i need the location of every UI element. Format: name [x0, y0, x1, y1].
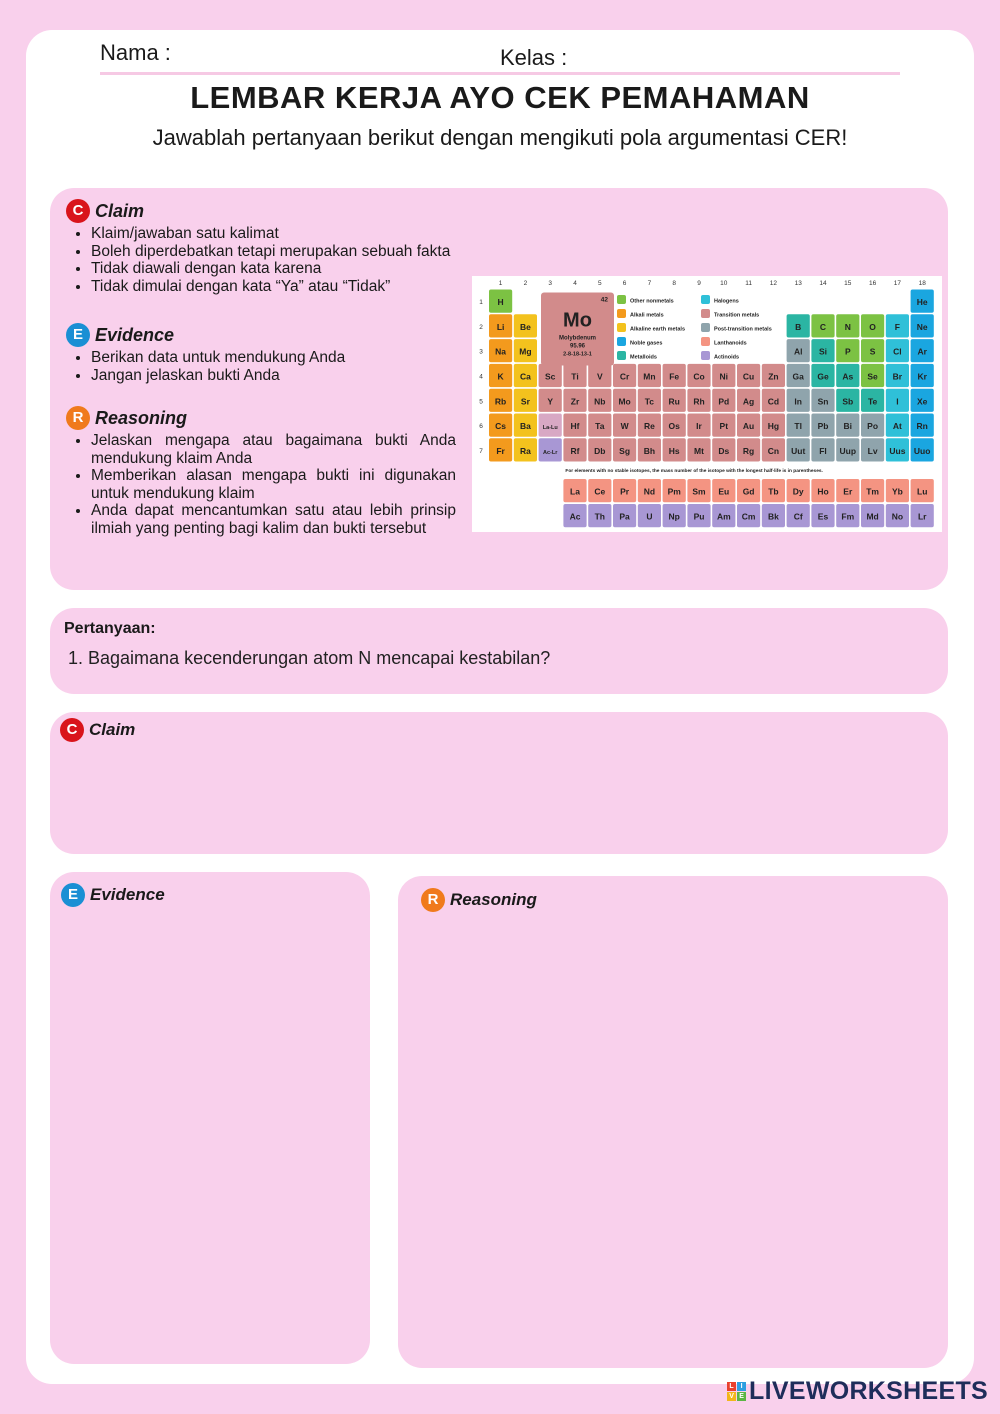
- element-symbol: W: [620, 421, 629, 432]
- element-symbol: Kr: [917, 371, 927, 382]
- group-number: 8: [672, 280, 677, 287]
- legend-label: Post-transition metals: [714, 326, 772, 333]
- period-number: 7: [479, 447, 483, 455]
- element-symbol: Lu: [917, 486, 928, 497]
- element-symbol: F: [894, 321, 901, 332]
- nama-label: Nama :: [100, 40, 171, 65]
- legend-label: Transition metals: [714, 312, 760, 319]
- claim-badge-icon: C: [66, 199, 90, 223]
- element-symbol: Po: [867, 421, 879, 432]
- element-symbol: Ge: [817, 371, 829, 382]
- element-symbol: Ba: [519, 421, 531, 432]
- element-symbol: Uut: [791, 445, 806, 456]
- evidence-badge-icon: E: [66, 323, 90, 347]
- element-symbol: Fr: [496, 445, 505, 456]
- element-symbol: Tc: [644, 396, 655, 407]
- element-symbol: Tl: [794, 421, 802, 432]
- question-text: 1. Bagaimana kecenderungan atom N mencapai kestabilan?: [68, 648, 551, 668]
- element-symbol: Mg: [519, 346, 532, 357]
- element-symbol: Cd: [767, 396, 780, 407]
- element-symbol: Pu: [693, 511, 705, 522]
- list-item: • Berikan data untuk mendukung Anda: [91, 349, 456, 367]
- element-symbol: Sc: [544, 371, 556, 382]
- element-symbol: Hg: [767, 421, 780, 432]
- guide-claim: [66, 199, 456, 295]
- element-symbol: Ra: [519, 445, 531, 456]
- element-symbol: Ir: [696, 421, 702, 432]
- period-number: 3: [479, 348, 483, 356]
- legend-swatch: [701, 295, 710, 304]
- element-symbol: Am: [716, 511, 731, 522]
- element-symbol: Mt: [694, 445, 704, 456]
- element-symbol: Fl: [819, 445, 827, 456]
- element-symbol: Tb: [768, 486, 779, 497]
- legend-swatch: [617, 351, 626, 360]
- group-number: 18: [918, 280, 926, 287]
- element-symbol: Ne: [916, 321, 928, 332]
- element-symbol: La: [570, 486, 580, 497]
- logo-letter: E: [737, 1392, 746, 1401]
- element-symbol: C: [819, 321, 827, 332]
- group-number: 6: [622, 280, 627, 287]
- element-symbol: Re: [643, 421, 655, 432]
- legend-label: Other nonmetals: [630, 298, 674, 305]
- page-title: LEMBAR KERJA AYO CEK PEMAHAMAN: [190, 80, 810, 115]
- element-symbol: Cl: [893, 346, 902, 357]
- list-item: • Jelaskan mengapa atau bagaimana bukti Anda mendukung klaim Anda: [91, 432, 456, 467]
- reasoning-badge-icon: R: [421, 888, 445, 912]
- element-symbol: N: [844, 321, 851, 332]
- legend-label: Alkaline earth metals: [630, 326, 686, 333]
- period-number: 4: [479, 373, 483, 381]
- list-item: • Boleh diperdebatkan tetapi merupakan sebuah fakta: [91, 243, 456, 261]
- element-symbol: Hs: [668, 445, 680, 456]
- element-symbol: Lv: [867, 445, 878, 456]
- evidence-answer-header: [61, 883, 165, 907]
- element-symbol: Se: [867, 371, 878, 382]
- reasoning-answer-box[interactable]: [398, 876, 948, 1368]
- element-symbol: Dy: [792, 486, 804, 497]
- element-symbol: Cr: [619, 371, 630, 382]
- element-symbol: No: [891, 511, 904, 522]
- guide-reasoning-list: [66, 432, 456, 537]
- element-symbol: Mo: [618, 396, 631, 407]
- element-symbol: Pa: [619, 511, 630, 522]
- element-symbol: Bh: [643, 445, 656, 456]
- element-symbol: Np: [668, 511, 680, 522]
- list-item: • Anda dapat mencantumkan satu atau lebih prinsip ilmiah yang penting bagi kalim dan bukti tersebut: [91, 502, 456, 537]
- legend-label: Lanthanoids: [714, 340, 747, 347]
- element-symbol: Ds: [718, 445, 730, 456]
- periodic-table-image: [472, 276, 942, 532]
- element-symbol: Pd: [718, 396, 730, 407]
- element-symbol: Nd: [643, 486, 656, 497]
- element-symbol: Tm: [866, 486, 879, 497]
- featured-number: 42: [600, 296, 608, 304]
- logo-mark-icon: [727, 1382, 746, 1401]
- period-number: 6: [479, 423, 483, 431]
- element-symbol: Ca: [519, 371, 531, 382]
- featured-symbol: Mo: [563, 309, 592, 332]
- legend-swatch: [701, 351, 710, 360]
- question-label: Pertanyaan:: [64, 620, 156, 637]
- element-symbol: Th: [594, 511, 605, 522]
- element-symbol: Ru: [668, 396, 680, 407]
- featured-name: Molybdenum: [559, 335, 596, 342]
- element-symbol: Rg: [742, 445, 755, 456]
- element-symbol: At: [892, 421, 902, 432]
- element-symbol: Li: [496, 321, 505, 332]
- group-number: 14: [819, 280, 827, 287]
- group-number: 12: [769, 280, 778, 287]
- element-symbol: Nb: [594, 396, 606, 407]
- logo-letter: I: [737, 1382, 746, 1391]
- element-symbol: Xe: [916, 396, 928, 407]
- element-symbol: O: [869, 321, 876, 332]
- element-symbol: Sn: [817, 396, 829, 407]
- claim-answer-title: Claim: [89, 720, 136, 739]
- element-symbol: Al: [793, 346, 803, 357]
- element-symbol: Uuo: [913, 445, 931, 456]
- group-number: 17: [893, 280, 902, 287]
- legend-swatch: [617, 337, 626, 346]
- period-number: 2: [479, 323, 483, 331]
- legend-swatch: [701, 309, 710, 318]
- guide-evidence: [66, 323, 456, 384]
- element-symbol: Cm: [741, 511, 756, 522]
- element-symbol: Au: [742, 421, 755, 432]
- element-symbol: Rn: [916, 421, 928, 432]
- element-symbol: Os: [668, 421, 680, 432]
- group-number: 11: [745, 280, 752, 287]
- guide-evidence-title: Evidence: [95, 324, 175, 345]
- element-symbol: Te: [867, 396, 878, 407]
- legend-label: Metalloids: [630, 354, 657, 361]
- period-number: 1: [479, 299, 483, 307]
- element-symbol: Pb: [817, 421, 829, 432]
- element-symbol: Ag: [742, 396, 755, 407]
- group-number: 7: [647, 280, 652, 287]
- element-symbol: Uus: [889, 445, 906, 456]
- legend-label: Alkali metals: [630, 312, 664, 319]
- logo-text: LIVEWORKSHEETS: [749, 1376, 988, 1405]
- legend-swatch: [701, 323, 710, 332]
- legend-swatch: [617, 309, 626, 318]
- element-symbol: Uup: [839, 445, 857, 456]
- group-number: 13: [794, 280, 802, 287]
- legend-swatch: [701, 337, 710, 346]
- element-symbol: H: [497, 297, 504, 308]
- reasoning-answer-header: [421, 888, 537, 912]
- evidence-answer-box[interactable]: [50, 872, 370, 1364]
- element-symbol: Ho: [817, 486, 829, 497]
- list-item: • Tidak diawali dengan kata karena: [91, 260, 456, 278]
- legend-swatch: [617, 323, 626, 332]
- element-symbol: Cn: [767, 445, 780, 456]
- element-symbol: Fe: [669, 371, 680, 382]
- element-symbol: Lr: [917, 511, 927, 522]
- element-symbol: I: [896, 396, 899, 407]
- element-symbol: Zn: [768, 371, 779, 382]
- reasoning-badge-icon: R: [66, 406, 90, 430]
- element-symbol: Cu: [742, 371, 755, 382]
- featured-mass: 95.96: [569, 343, 586, 350]
- element-symbol: Zr: [570, 396, 580, 407]
- element-symbol: Si: [818, 346, 828, 357]
- element-symbol: In: [794, 396, 802, 407]
- element-symbol: Rf: [570, 445, 580, 456]
- element-symbol: He: [916, 297, 928, 308]
- element-symbol: Gd: [742, 486, 755, 497]
- element-symbol: Sr: [520, 396, 530, 407]
- claim-answer-box[interactable]: [50, 712, 948, 854]
- page-subtitle: Jawablah pertanyaan berikut dengan mengikuti pola argumentasi CER!: [152, 125, 848, 150]
- claim-answer-header: [60, 718, 135, 742]
- claim-badge-icon: C: [60, 718, 84, 742]
- featured-config: 2-8-18-13-1: [563, 351, 592, 358]
- element-symbol: Ac-Lr: [543, 449, 558, 456]
- legend-label: Actinoids: [714, 354, 740, 361]
- logo-letter: L: [727, 1382, 736, 1391]
- table-footnote: For elements with no stable isotopes, the mass number of the isotope with the longest half-life is in parentheses.: [565, 469, 823, 474]
- element-symbol: Sm: [692, 486, 706, 497]
- legend-label: Noble gases: [630, 340, 663, 347]
- group-number: 1: [498, 280, 503, 287]
- list-item: • Jangan jelaskan bukti Anda: [91, 367, 456, 385]
- element-symbol: Ga: [792, 371, 804, 382]
- group-number: 3: [548, 280, 553, 287]
- element-symbol: V: [596, 371, 603, 382]
- element-symbol: Pt: [719, 421, 729, 432]
- guide-reasoning: [66, 406, 456, 537]
- element-symbol: S: [869, 346, 876, 357]
- list-item: • Tidak dimulai dengan kata “Ya” atau “Tidak”: [91, 278, 456, 296]
- element-symbol: Rh: [693, 396, 705, 407]
- header-divider: [100, 72, 900, 75]
- element-symbol: Br: [892, 371, 903, 382]
- group-number: 15: [844, 280, 852, 287]
- element-symbol: Fm: [841, 511, 855, 522]
- element-symbol: Y: [547, 396, 554, 407]
- liveworksheets-logo[interactable]: [727, 1376, 988, 1406]
- element-symbol: Rb: [494, 396, 507, 407]
- element-symbol: Es: [817, 511, 829, 522]
- element-symbol: Co: [693, 371, 705, 382]
- guide-claim-title: Claim: [95, 200, 145, 221]
- element-symbol: Pr: [620, 486, 630, 497]
- list-item: • Memberikan alasan mengapa bukti ini digunakan untuk mendukung klaim: [91, 467, 456, 502]
- list-item: • Klaim/jawaban satu kalimat: [91, 225, 456, 243]
- evidence-badge-icon: E: [61, 883, 85, 907]
- group-number: 9: [697, 280, 701, 287]
- guide-evidence-list: [66, 349, 456, 384]
- element-symbol: U: [646, 511, 653, 522]
- element-symbol: La-Lu: [542, 425, 558, 432]
- element-symbol: Ni: [719, 371, 729, 382]
- element-symbol: Ac: [569, 511, 581, 522]
- element-symbol: Ar: [917, 346, 927, 357]
- element-symbol: Bi: [843, 421, 853, 432]
- element-symbol: Mn: [643, 371, 656, 382]
- period-number: 5: [479, 398, 483, 406]
- element-symbol: Cf: [793, 511, 803, 522]
- element-symbol: K: [497, 371, 504, 382]
- element-symbol: Ti: [571, 371, 579, 382]
- element-symbol: P: [844, 346, 851, 357]
- element-symbol: Eu: [718, 486, 730, 497]
- element-symbol: Hf: [570, 421, 580, 432]
- element-symbol: Yb: [891, 486, 903, 497]
- group-number: 2: [523, 280, 528, 287]
- element-symbol: Ce: [594, 486, 606, 497]
- logo-letter: V: [727, 1392, 736, 1401]
- element-symbol: Pm: [667, 486, 681, 497]
- element-symbol: Ta: [595, 421, 605, 432]
- element-symbol: Be: [519, 321, 531, 332]
- evidence-answer-title: Evidence: [90, 885, 165, 904]
- group-number: 16: [868, 280, 877, 287]
- group-number: 10: [720, 280, 728, 287]
- legend-swatch: [617, 295, 626, 304]
- reasoning-answer-title: Reasoning: [450, 890, 537, 909]
- kelas-label: Kelas :: [500, 45, 568, 70]
- group-number: 4: [573, 280, 577, 287]
- group-number: 5: [597, 280, 602, 287]
- element-symbol: Md: [866, 511, 879, 522]
- element-symbol: Sb: [842, 396, 854, 407]
- guide-claim-list: [66, 225, 456, 295]
- periodic-table-graphic: [472, 276, 942, 532]
- element-symbol: Na: [495, 346, 507, 357]
- element-symbol: Bk: [767, 511, 779, 522]
- element-symbol: Sg: [619, 445, 631, 456]
- element-symbol: Er: [843, 486, 853, 497]
- element-symbol: B: [795, 321, 802, 332]
- element-symbol: Cs: [495, 421, 507, 432]
- element-symbol: As: [842, 371, 854, 382]
- element-symbol: Db: [594, 445, 606, 456]
- legend-label: Halogens: [714, 298, 739, 305]
- guide-reasoning-title: Reasoning: [95, 407, 188, 428]
